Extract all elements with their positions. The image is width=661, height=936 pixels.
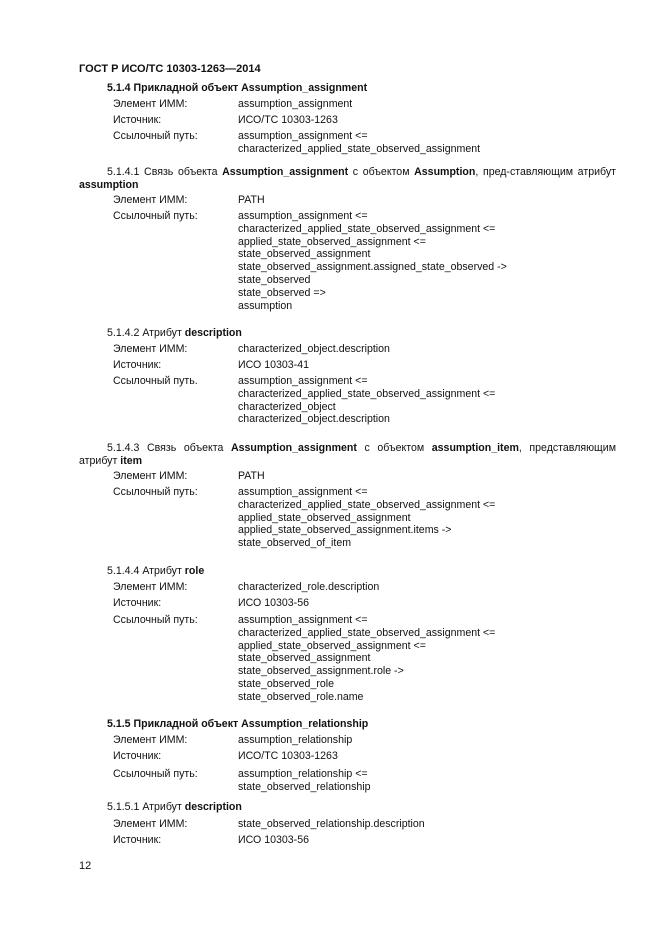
section-heading-5-1-4: 5.1.4 Прикладной объект Assumption_assignment xyxy=(107,82,368,94)
paragraph-5-1-4-3 xyxy=(79,442,616,468)
field-label: Источник: xyxy=(113,750,162,762)
attribute-name: description xyxy=(184,801,242,813)
field-label: Элемент ИММ: xyxy=(113,343,188,355)
field-label: Ссылочный путь: xyxy=(113,130,198,142)
field-label: Ссылочный путь: xyxy=(113,210,198,222)
field-value: assumption_assignment <= characterized_applied_state_observed_assignment <= characterized_object characterized_object.description xyxy=(238,375,496,426)
paragraph-text: , представляющим атрибут xyxy=(79,442,616,467)
field-value: ИСО/ТС 10303-1263 xyxy=(238,114,338,126)
section-heading-5-1-4-2 xyxy=(107,327,242,339)
field-label: Источник: xyxy=(113,114,162,126)
section-heading-5-1-4-4 xyxy=(107,565,204,577)
field-label: Элемент ИММ: xyxy=(113,470,188,482)
field-label: Источник: xyxy=(113,834,162,846)
heading-text: Атрибут xyxy=(139,327,185,339)
paragraph-text: с объектом xyxy=(356,442,432,454)
paragraph-text: , пред-ставляющим атрибут xyxy=(475,166,616,178)
field-value: characterized_role.description xyxy=(238,581,380,593)
section-number: 5.1.4.4 xyxy=(107,565,140,577)
paragraph-text: Связь объекта xyxy=(139,166,223,178)
page-number: 12 xyxy=(79,860,92,872)
field-value: assumption_assignment <= characterized_applied_state_observed_assignment <= applied_state_observed_assignment applied_state_observed_assignment.items -> state_observed_of_item xyxy=(238,486,496,550)
heading-text: Атрибут xyxy=(139,565,185,577)
section-number: 5.1.4.1 xyxy=(107,166,140,178)
field-value: assumption_assignment <= characterized_applied_state_observed_assignment xyxy=(238,130,481,155)
entity-name: Assumption_assignment xyxy=(230,442,357,454)
field-label: Источник: xyxy=(113,359,162,371)
section-number: 5.1.5.1 xyxy=(107,801,140,813)
field-value: assumption_assignment <= characterized_applied_state_observed_assignment <= applied_state_observed_assignment <= state_observed_assignment state_observed_assignment.role -> state_observed_role state_observed_role.name xyxy=(238,614,496,703)
field-value: assumption_assignment xyxy=(238,98,353,110)
field-value: ИСО 10303-41 xyxy=(238,359,309,371)
field-value: characterized_object.description xyxy=(238,343,390,355)
field-label: Элемент ИММ: xyxy=(113,734,188,746)
field-label: Ссылочный путь: xyxy=(113,486,198,498)
heading-text: Атрибут xyxy=(139,801,185,813)
document-header: ГОСТ Р ИСО/ТС 10303-1263—2014 xyxy=(79,63,261,75)
attribute-name: description xyxy=(184,327,242,339)
section-number: 5.1.4.2 xyxy=(107,327,140,339)
field-value: ИСО 10303-56 xyxy=(238,597,309,609)
field-label: Элемент ИММ: xyxy=(113,194,188,206)
section-heading-5-1-5: 5.1.5 Прикладной объект Assumption_relationship xyxy=(107,718,369,730)
attribute-name: item xyxy=(120,454,143,467)
entity-name: Assumption xyxy=(414,166,476,178)
section-heading-5-1-5-1 xyxy=(107,801,242,813)
paragraph-5-1-4-1 xyxy=(79,166,616,192)
field-value: assumption_assignment <= characterized_applied_state_observed_assignment <= applied_state_observed_assignment <= state_observed_assignment state_observed_assignment.assigned_state_observed -> state_observed state_observed => assumption xyxy=(238,210,507,312)
field-value: assumption_relationship xyxy=(238,734,353,746)
field-label: Элемент ИММ: xyxy=(113,581,188,593)
attribute-name: assumption xyxy=(79,178,139,191)
field-value: ИСО/ТС 10303-1263 xyxy=(238,750,338,762)
field-value: assumption_relationship <= state_observed_relationship xyxy=(238,768,371,793)
field-label: Элемент ИММ: xyxy=(113,818,188,830)
field-label: Ссылочный путь: xyxy=(113,614,198,626)
field-label: Источник: xyxy=(113,597,162,609)
entity-name: Assumption_assignment xyxy=(222,166,349,178)
field-label: Элемент ИММ: xyxy=(113,98,188,110)
field-value: state_observed_relationship.description xyxy=(238,818,425,830)
field-value: PATH xyxy=(238,470,265,482)
field-label: Ссылочный путь. xyxy=(113,375,198,387)
field-value: PATH xyxy=(238,194,265,206)
paragraph-text: с объектом xyxy=(348,166,415,178)
field-label: Ссылочный путь: xyxy=(113,768,198,780)
attribute-name: role xyxy=(184,565,205,577)
paragraph-text: Связь объекта xyxy=(139,442,231,454)
section-number: 5.1.4.3 xyxy=(107,442,140,454)
field-value: ИСО 10303-56 xyxy=(238,834,309,846)
entity-name: assumption_item xyxy=(431,442,519,454)
